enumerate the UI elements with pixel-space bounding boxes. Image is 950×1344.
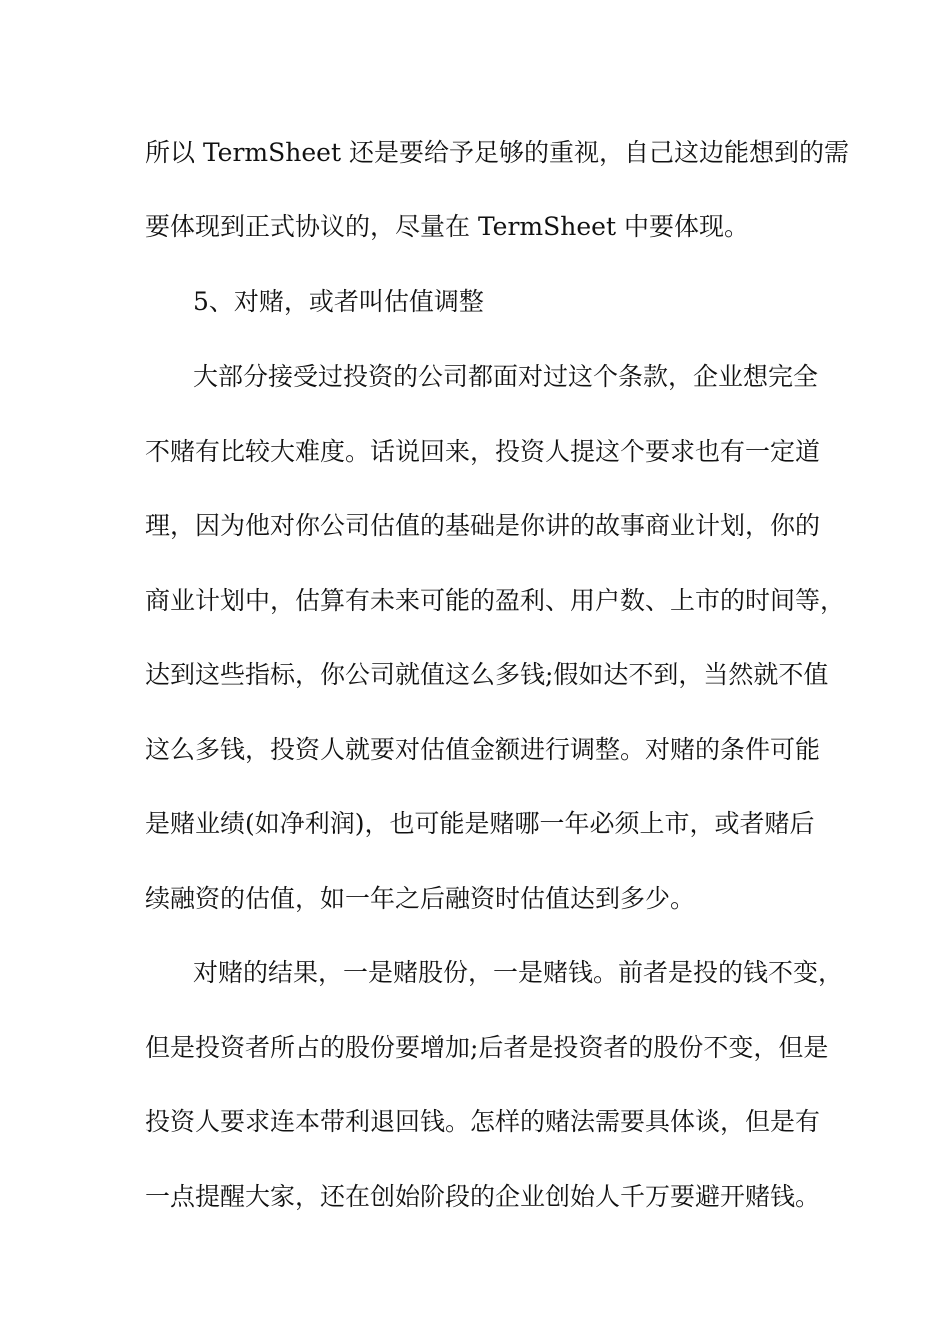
text-line: 达到这些指标，你公司就值这么多钱;假如达不到，当然就不值 <box>145 660 829 689</box>
text-line: 不赌有比较大难度。话说回来，投资人提这个要求也有一定道 <box>145 437 821 466</box>
text-line: 但是投资者所占的股份要增加;后者是投资者的股份不变，但是 <box>145 1033 829 1062</box>
text-line: 所以 TermSheet 还是要给予足够的重视，自己这边能想到的需 <box>145 138 849 167</box>
text-line: 对赌的结果，一是赌股份，一是赌钱。前者是投的钱不变， <box>193 958 844 987</box>
text-line: 理，因为他对你公司估值的基础是你讲的故事商业计划，你的 <box>145 511 821 540</box>
text-line: 是赌业绩(如净利润)，也可能是赌哪一年必须上市，或者赌后 <box>145 809 815 838</box>
text-line: 投资人要求连本带利退回钱。怎样的赌法需要具体谈，但是有 <box>145 1107 821 1136</box>
text-line: 续融资的估值，如一年之后融资时估值达到多少。 <box>145 884 696 913</box>
text-line: 这么多钱，投资人就要对估值金额进行调整。对赌的条件可能 <box>145 735 821 764</box>
text-line: 商业计划中，估算有未来可能的盈利、用户数、上市的时间等， <box>145 586 846 615</box>
text-line: 要体现到正式协议的，尽量在 TermSheet 中要体现。 <box>145 212 749 241</box>
section-heading: 5、对赌，或者叫估值调整 <box>193 287 484 316</box>
text-line: 一点提醒大家，还在创始阶段的企业创始人千万要避开赌钱。 <box>145 1182 821 1211</box>
text-line: 大部分接受过投资的公司都面对过这个条款，企业想完全 <box>193 362 819 391</box>
